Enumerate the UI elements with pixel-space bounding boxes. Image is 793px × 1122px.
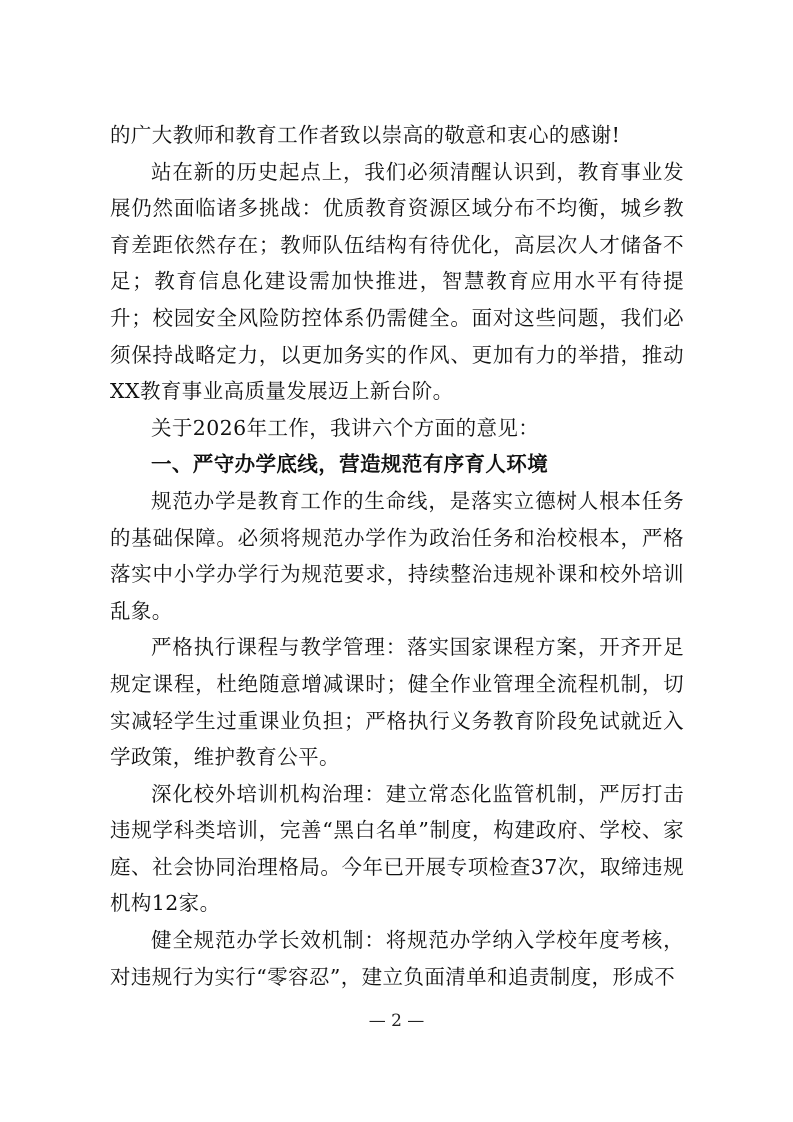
paragraph-3: 关于2026年工作，我讲六个方面的意见： [151,415,540,440]
paragraph-6: 深化校外培训机构治理：建立常态化监管机制，严厉打击违规学科类培训，完善“黑白名单”制度，构建政府、学校、家庭、社会协同治理格局。今年已开展专项检查37次，取缔违规机构12家。 [110,781,684,916]
paragraph-2: 站在新的历史起点上，我们必须清醒认识到，教育事业发展仍然面临诸多挑战：优质教育资源区域分布不均衡，城乡教育差距依然存在；教师队伍结构有待优化，高层次人才储备不足；教育信息化建设需加快推进，智慧教育应用水平有待提升；校园安全风险防控体系仍需健全。面对这些问题，我们必须保持战略定力，以更加务实的作风、更加有力的举措，推动XX教育事业高质量发展迈上新台阶。 [110,159,684,404]
paragraph-4: 规范办学是教育工作的生命线，是落实立德树人根本任务的基础保障。必须将规范办学作为政治任务和治校根本，严格落实中小学办学行为规范要求，持续整治违规补课和校外培训乱象。 [110,488,684,623]
paragraph-5: 严格执行课程与教学管理：落实国家课程方案，开齐开足规定课程，杜绝随意增减课时；健全作业管理全流程机制，切实减轻学生过重课业负担；严格执行义务教育阶段免试就近入学政策，维护教育公平。 [110,635,684,770]
paragraph-7: 健全规范办学长效机制：将规范办学纳入学校年度考核，对违规行为实行“零容忍”，建立负面清单和追责制度，形成不 [110,928,684,989]
page-number: — 2 — [368,1011,425,1031]
document-body [110,117,684,995]
paragraph-1: 的广大教师和教育工作者致以崇高的敬意和衷心的感谢! [110,123,621,147]
section-heading-1: 一、严守办学底线，营造规范有序育人环境 [151,452,549,477]
